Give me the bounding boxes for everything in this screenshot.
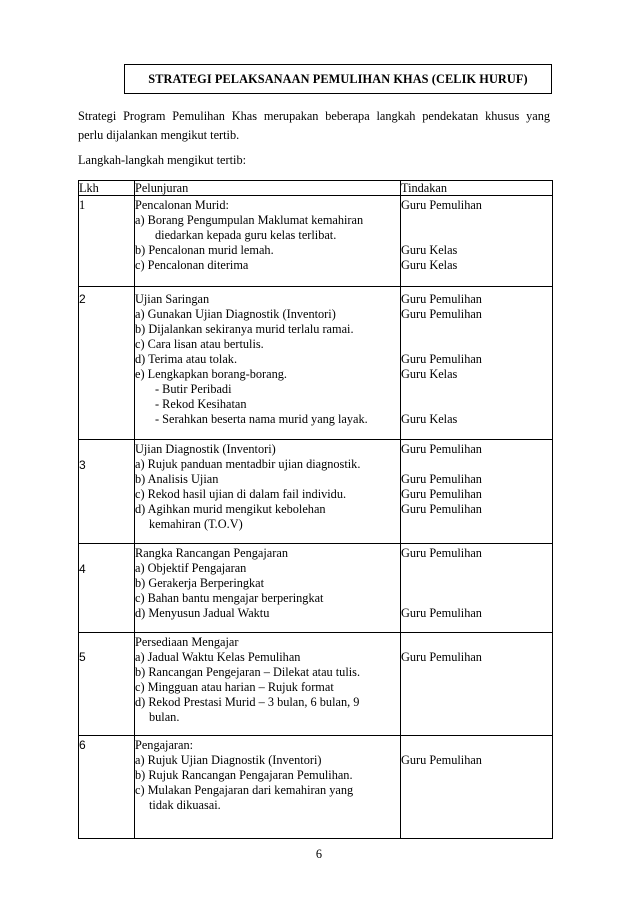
action-line: Guru Pemulihan — [401, 292, 482, 306]
step-number: 5 — [79, 633, 135, 736]
step-number: 3 — [79, 440, 135, 544]
action-line — [401, 576, 552, 591]
action-line — [401, 695, 552, 710]
header-lkh: Lkh — [79, 181, 135, 196]
step-description — [135, 633, 401, 736]
action-line — [401, 738, 552, 753]
step-number: 2 — [79, 287, 135, 440]
action-line — [401, 228, 552, 243]
step-action — [401, 736, 553, 839]
action-line — [401, 783, 552, 798]
action-line — [401, 517, 552, 532]
desc-line: b) Analisis Ujian — [135, 472, 219, 486]
step-action — [401, 196, 553, 287]
step-description — [135, 196, 401, 287]
table-row — [79, 440, 553, 544]
steps-subheading: Langkah-langkah mengikut tertib: — [78, 153, 247, 167]
desc-line: d) Rekod Prestasi Murid – 3 bulan, 6 bulan, 9 — [135, 695, 360, 709]
desc-line: c) Cara lisan atau bertulis. — [135, 337, 264, 351]
action-line: Guru Kelas — [401, 243, 458, 257]
desc-line: bulan. — [149, 710, 180, 724]
desc-line: b) Rujuk Rancangan Pengajaran Pemulihan. — [135, 768, 353, 782]
intro-line: perlu dijalankan mengikut tertib. — [78, 128, 240, 142]
desc-line: Persediaan Mengajar — [135, 635, 239, 649]
action-line: Guru Pemulihan — [401, 352, 482, 366]
table-header-row — [79, 181, 553, 196]
desc-line: c) Rekod hasil ujian di dalam fail individu. — [135, 487, 347, 501]
desc-line: d) Menyusun Jadual Waktu — [135, 606, 270, 620]
action-line — [401, 322, 552, 337]
desc-line: e) Lengkapkan borang-borang. — [135, 367, 287, 381]
desc-line: - Serahkan beserta nama murid yang layak. — [155, 412, 368, 426]
document-title: STRATEGI PELAKSANAAN PEMULIHAN KHAS (CELIK HURUF) — [124, 64, 552, 94]
action-line: Guru Pemulihan — [401, 307, 482, 321]
desc-line: a) Borang Pengumpulan Maklumat kemahiran — [135, 213, 364, 227]
action-line: Guru Pemulihan — [401, 198, 482, 212]
action-line — [401, 382, 552, 397]
desc-line: Ujian Diagnostik (Inventori) — [135, 442, 276, 456]
desc-line: a) Rujuk panduan mentadbir ujian diagnostik. — [135, 457, 361, 471]
step-description — [135, 736, 401, 839]
step-action — [401, 544, 553, 633]
step-number: 1 — [79, 196, 135, 287]
action-line: Guru Pemulihan — [401, 472, 482, 486]
desc-line: kemahiran (T.O.V) — [149, 517, 243, 531]
step-number: 4 — [79, 544, 135, 633]
action-line — [401, 798, 552, 813]
action-line — [401, 561, 552, 576]
page-number: 6 — [315, 847, 323, 861]
action-line — [401, 768, 552, 783]
action-line: Guru Pemulihan — [401, 442, 482, 456]
action-line: Guru Pemulihan — [401, 487, 482, 501]
table-row — [79, 196, 553, 287]
table-row — [79, 633, 553, 736]
step-action — [401, 633, 553, 736]
action-line: Guru Pemulihan — [401, 502, 482, 516]
header-pelunjuran: Pelunjuran — [135, 181, 401, 196]
desc-line: b) Dijalankan sekiranya murid terlalu ramai. — [135, 322, 354, 336]
desc-line: - Butir Peribadi — [155, 382, 232, 396]
step-description — [135, 440, 401, 544]
action-line — [401, 680, 552, 695]
header-tindakan: Tindakan — [401, 181, 553, 196]
intro-line: Strategi Program Pemulihan Khas merupakan beberapa langkah pendekatan khusus yang — [78, 109, 550, 123]
intro-paragraph — [78, 107, 550, 145]
action-line: Guru Pemulihan — [401, 650, 482, 664]
table-row — [79, 287, 553, 440]
step-description — [135, 544, 401, 633]
action-line — [401, 591, 552, 606]
desc-line: b) Pencalonan murid lemah. — [135, 243, 274, 257]
action-line: Guru Kelas — [401, 258, 458, 272]
desc-line: b) Rancangan Pengejaran – Dilekat atau tulis. — [135, 665, 361, 679]
desc-line: a) Gunakan Ujian Diagnostik (Inventori) — [135, 307, 336, 321]
action-line — [401, 635, 552, 650]
action-line: Guru Pemulihan — [401, 753, 482, 767]
desc-line: a) Jadual Waktu Kelas Pemulihan — [135, 650, 301, 664]
table-row — [79, 736, 553, 839]
desc-line: Rangka Rancangan Pengajaran — [135, 546, 288, 560]
desc-line: b) Gerakerja Berperingkat — [135, 576, 265, 590]
desc-line: Ujian Saringan — [135, 292, 210, 306]
desc-line: a) Objektif Pengajaran — [135, 561, 247, 575]
action-line: Guru Pemulihan — [401, 546, 482, 560]
step-number: 6 — [79, 736, 135, 839]
step-action — [401, 287, 553, 440]
action-line — [401, 710, 552, 725]
desc-line: c) Mingguan atau harian – Rujuk format — [135, 680, 334, 694]
desc-line: diedarkan kepada guru kelas terlibat. — [155, 228, 337, 242]
action-line — [401, 665, 552, 680]
desc-line: d) Terima atau tolak. — [135, 352, 238, 366]
desc-line: c) Pencalonan diterima — [135, 258, 249, 272]
action-line — [401, 337, 552, 352]
desc-line: Pencalonan Murid: — [135, 198, 229, 212]
action-line: Guru Pemulihan — [401, 606, 482, 620]
desc-line: - Rekod Kesihatan — [155, 397, 247, 411]
action-line — [401, 457, 552, 472]
steps-table — [78, 180, 553, 839]
action-line — [401, 397, 552, 412]
step-action — [401, 440, 553, 544]
desc-line: c) Mulakan Pengajaran dari kemahiran yang — [135, 783, 354, 797]
step-description — [135, 287, 401, 440]
desc-line: a) Rujuk Ujian Diagnostik (Inventori) — [135, 753, 322, 767]
action-line: Guru Kelas — [401, 367, 458, 381]
desc-line: Pengajaran: — [135, 738, 194, 752]
desc-line: c) Bahan bantu mengajar berperingkat — [135, 591, 324, 605]
desc-line: d) Agihkan murid mengikut kebolehan — [135, 502, 326, 516]
desc-line: tidak dikuasai. — [149, 798, 221, 812]
action-line: Guru Kelas — [401, 412, 458, 426]
action-line — [401, 213, 552, 228]
table-row — [79, 544, 553, 633]
